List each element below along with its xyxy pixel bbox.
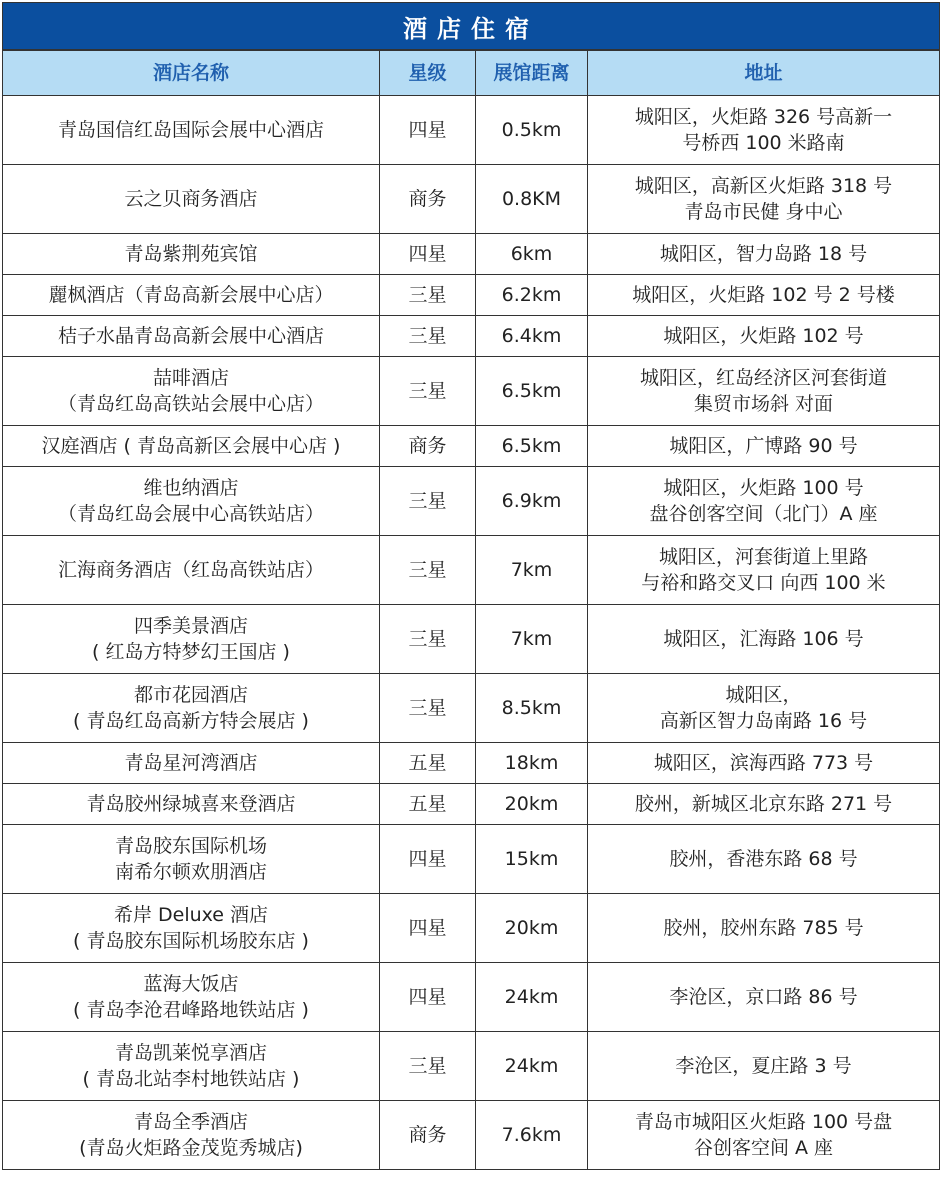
hotel-name-cell-line: 青岛凯莱悦享酒店 — [114, 1042, 267, 1064]
star-cell: 三星 — [380, 275, 476, 316]
distance-cell: 20km — [476, 784, 588, 825]
hotel-name-cell-line: 青岛胶州绿城喜来登酒店 — [86, 793, 296, 815]
star-cell: 商务 — [380, 1101, 476, 1170]
table-row — [3, 165, 940, 234]
hotel-name-cell-line: ( 青岛李沧君峰路地铁站店 ) — [73, 999, 309, 1021]
hotel-name-cell — [3, 275, 380, 316]
star-cell: 四星 — [380, 963, 476, 1032]
hotel-name-cell — [3, 316, 380, 357]
address-cell-line: 城阳区， — [725, 684, 802, 706]
address-cell-line: 与裕和路交叉口 向西 100 米 — [641, 572, 886, 594]
address-cell — [588, 894, 940, 963]
hotel-name-cell-line: 汉庭酒店 ( 青岛高新区会展中心店 ) — [41, 435, 341, 457]
address-cell-line: 城阳区，广博路 90 号 — [669, 435, 858, 457]
address-cell-line: 盘谷创客空间（北门）A 座 — [649, 503, 878, 525]
hotel-name-cell-line: （青岛红岛高铁站会展中心店） — [57, 393, 324, 415]
table-row — [3, 963, 940, 1032]
distance-cell: 7.6km — [476, 1101, 588, 1170]
address-cell — [588, 825, 940, 894]
hotel-name-cell — [3, 357, 380, 426]
star-cell: 五星 — [380, 743, 476, 784]
hotel-name-cell — [3, 784, 380, 825]
hotel-name-cell-line: (青岛火炬路金茂览秀城店) — [79, 1137, 303, 1159]
address-cell — [588, 963, 940, 1032]
distance-cell: 6km — [476, 234, 588, 275]
address-cell — [588, 426, 940, 467]
table-row — [3, 605, 940, 674]
distance-cell: 6.2km — [476, 275, 588, 316]
hotel-name-cell — [3, 1032, 380, 1101]
table-row — [3, 96, 940, 165]
star-cell: 商务 — [380, 426, 476, 467]
address-cell — [588, 234, 940, 275]
hotel-name-cell-line: 蓝海大饭店 — [143, 973, 239, 995]
hotel-name-cell — [3, 605, 380, 674]
hotel-name-cell — [3, 894, 380, 963]
distance-cell: 0.5km — [476, 96, 588, 165]
table-title: 酒店住宿 — [2, 2, 940, 50]
hotel-name-cell-line: 云之贝商务酒店 — [124, 188, 258, 210]
header-row — [3, 51, 940, 96]
star-cell: 三星 — [380, 536, 476, 605]
hotel-name-cell-line: 麗枫酒店（青岛高新会展中心店） — [48, 284, 334, 306]
hotel-name-cell-line: 喆啡酒店 — [152, 367, 229, 389]
hotel-name-cell — [3, 165, 380, 234]
address-cell — [588, 316, 940, 357]
address-cell-line: 胶州，新城区北京东路 271 号 — [634, 793, 893, 815]
distance-cell: 8.5km — [476, 674, 588, 743]
address-cell-line: 青岛市城阳区火炬路 100 号盘 — [634, 1111, 893, 1133]
header-hotel-name: 酒店名称 — [3, 51, 380, 96]
hotel-name-cell-line: 希岸 Deluxe 酒店 — [113, 904, 269, 926]
hotel-name-cell — [3, 963, 380, 1032]
table-row — [3, 743, 940, 784]
hotel-name-cell — [3, 426, 380, 467]
table-row — [3, 1032, 940, 1101]
distance-cell: 15km — [476, 825, 588, 894]
star-cell: 三星 — [380, 316, 476, 357]
table-row — [3, 234, 940, 275]
address-cell-line: 城阳区，火炬路 102 号 2 号楼 — [632, 284, 895, 306]
table-row — [3, 894, 940, 963]
table-row — [3, 674, 940, 743]
address-cell — [588, 784, 940, 825]
address-cell — [588, 1101, 940, 1170]
hotel-name-cell-line: ( 青岛红岛高新方特会展店 ) — [73, 710, 309, 732]
address-cell-line: 高新区智力岛南路 16 号 — [659, 710, 868, 732]
star-cell: 三星 — [380, 357, 476, 426]
address-cell — [588, 96, 940, 165]
distance-cell: 7km — [476, 536, 588, 605]
distance-cell: 6.5km — [476, 426, 588, 467]
star-cell: 四星 — [380, 234, 476, 275]
address-cell-line: 城阳区，智力岛路 18 号 — [659, 243, 868, 265]
star-cell: 三星 — [380, 1032, 476, 1101]
hotel-name-cell-line: 青岛胶东国际机场 — [114, 835, 267, 857]
hotel-name-cell-line: 维也纳酒店 — [143, 477, 239, 499]
distance-cell: 20km — [476, 894, 588, 963]
address-cell-line: 谷创客空间 A 座 — [693, 1137, 834, 1159]
hotel-name-cell-line: 南希尔顿欢朋酒店 — [114, 861, 267, 883]
address-cell — [588, 674, 940, 743]
header-star: 星级 — [380, 51, 476, 96]
hotel-name-cell — [3, 825, 380, 894]
address-cell-line: 胶州，胶州东路 785 号 — [663, 917, 864, 939]
star-cell: 三星 — [380, 674, 476, 743]
star-cell: 四星 — [380, 825, 476, 894]
star-cell: 三星 — [380, 467, 476, 536]
address-cell — [588, 605, 940, 674]
address-cell-line: 城阳区，火炬路 102 号 — [663, 325, 864, 347]
hotel-name-cell — [3, 467, 380, 536]
address-cell — [588, 536, 940, 605]
hotel-name-cell-line: 桔子水晶青岛高新会展中心酒店 — [57, 325, 324, 347]
table-row — [3, 536, 940, 605]
address-cell-line: 青岛市民健 身中心 — [684, 201, 843, 223]
distance-cell: 6.5km — [476, 357, 588, 426]
address-cell-line: 城阳区，滨海西路 773 号 — [653, 752, 874, 774]
address-cell-line: 城阳区，火炬路 326 号高新一 — [634, 106, 893, 128]
address-cell — [588, 467, 940, 536]
hotel-name-cell-line: ( 红岛方特梦幻王国店 ) — [92, 641, 290, 663]
star-cell: 四星 — [380, 894, 476, 963]
address-cell — [588, 743, 940, 784]
hotel-name-cell-line: 青岛星河湾酒店 — [124, 752, 258, 774]
table-row — [3, 467, 940, 536]
star-cell: 商务 — [380, 165, 476, 234]
distance-cell: 6.9km — [476, 467, 588, 536]
table-row — [3, 825, 940, 894]
star-cell: 五星 — [380, 784, 476, 825]
distance-cell: 24km — [476, 963, 588, 1032]
star-cell: 四星 — [380, 96, 476, 165]
hotel-name-cell-line: 都市花园酒店 — [133, 684, 248, 706]
address-cell-line: 城阳区，高新区火炬路 318 号 — [634, 175, 893, 197]
address-cell-line: 李沧区，京口路 86 号 — [669, 986, 858, 1008]
hotel-name-cell — [3, 96, 380, 165]
hotel-name-cell — [3, 674, 380, 743]
hotel-name-cell-line: （青岛红岛会展中心高铁站店） — [57, 503, 324, 525]
hotel-name-cell-line: ( 青岛胶东国际机场胶东店 ) — [73, 930, 309, 952]
hotel-name-cell-line: 四季美景酒店 — [133, 615, 248, 637]
address-cell-line: 胶州，香港东路 68 号 — [669, 848, 858, 870]
address-cell — [588, 1032, 940, 1101]
hotel-name-cell-line: 青岛全季酒店 — [133, 1111, 248, 1133]
hotel-name-cell — [3, 743, 380, 784]
address-cell-line: 城阳区，火炬路 100 号 — [663, 477, 864, 499]
distance-cell: 24km — [476, 1032, 588, 1101]
table-row — [3, 275, 940, 316]
hotel-table — [2, 50, 940, 1170]
address-cell-line: 城阳区，汇海路 106 号 — [663, 628, 864, 650]
address-cell — [588, 165, 940, 234]
address-cell-line: 城阳区，河套街道上里路 — [658, 546, 868, 568]
table-row — [3, 357, 940, 426]
distance-cell: 7km — [476, 605, 588, 674]
hotel-name-cell-line: ( 青岛北站李村地铁站店 ) — [82, 1068, 300, 1090]
hotel-name-cell — [3, 234, 380, 275]
hotel-name-cell-line: 青岛国信红岛国际会展中心酒店 — [57, 119, 324, 141]
hotel-name-cell-line: 汇海商务酒店（红岛高铁站店） — [57, 559, 324, 581]
distance-cell: 0.8KM — [476, 165, 588, 234]
address-cell-line: 集贸市场斜 对面 — [693, 393, 834, 415]
address-cell-line: 城阳区，红岛经济区河套街道 — [639, 367, 887, 389]
address-cell — [588, 275, 940, 316]
hotel-name-cell-line: 青岛紫荆苑宾馆 — [124, 243, 258, 265]
address-cell-line: 号桥西 100 米路南 — [682, 132, 845, 154]
address-cell-line: 李沧区，夏庄路 3 号 — [675, 1055, 852, 1077]
hotel-name-cell — [3, 536, 380, 605]
table-row — [3, 426, 940, 467]
distance-cell: 18km — [476, 743, 588, 784]
table-row — [3, 784, 940, 825]
hotel-table-container — [2, 2, 940, 1170]
header-address: 地址 — [588, 51, 940, 96]
table-row — [3, 316, 940, 357]
table-row — [3, 1101, 940, 1170]
header-distance: 展馆距离 — [476, 51, 588, 96]
star-cell: 三星 — [380, 605, 476, 674]
address-cell — [588, 357, 940, 426]
hotel-name-cell — [3, 1101, 380, 1170]
distance-cell: 6.4km — [476, 316, 588, 357]
